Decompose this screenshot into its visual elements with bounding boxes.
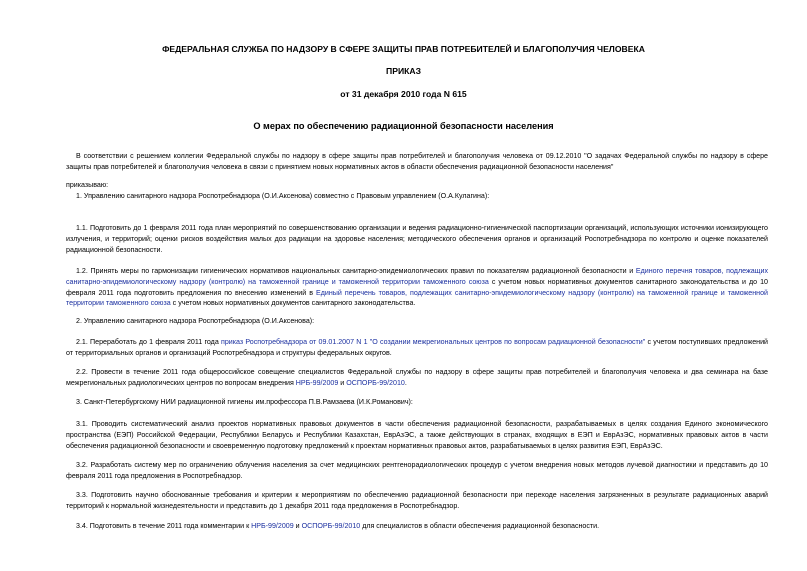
preamble-paragraph: В соответствии с решением коллегии Федеральной службы по надзору в сфере защиты прав потребителей и благополучия человека от 09.12.2010 "О задачах Федеральной службы по надзору в сфере защиты прав потребителей и благополучия человека в связи с принятием новых нормативных актов в области обеспечения радиационной безопасности населения" — [66, 152, 768, 171]
item-3-2: 3.2. Разработать систему мер по ограничению облучения населения за счет медицинских рентгенорадиологических процедур с учетом внедрения новых методов лучевой диагностики и представить до 10 февраля 2011 года предложения в Роспотребнадзор. — [66, 461, 768, 480]
item-3-1: 3.1. Проводить систематический анализ проектов нормативных правовых документов в части обеспечения радиационной безопасности, разрабатываемых в целях создания Единого экономического пространства (ЕЭП) Российской Федерации, Республики Беларусь и Республики Казахстан, ЕврАзЭС, а также действующих в странах, входящих в ЕЭП и ЕврАзЭС, нормативных правовых актов в части обеспечения радиационной безопасности и своевременную подготовку предложений к проектам нормативных правовых актов, разрабатываемых в целях развития ЕЭП, ЕврАзЭС. — [66, 420, 768, 450]
item-1-2-text-a: 1.2. Принять меры по гармонизации гигиенических нормативов национальных санитарно-эпидемиологических правил по показателям радиационной безопасности и — [76, 267, 636, 275]
osporb-link[interactable]: ОСПОРБ-99/2010 — [346, 378, 405, 387]
item-3-3: 3.3. Подготовить научно обоснованные требования и критерии к мероприятиям по обеспечению радиационной безопасности при переходе населения загрязненных в результате радиационных аварий территорий к нормальной жизнедеятельности и представить до 1 декабря 2011 года предложения в Роспотребнадзор. — [66, 491, 768, 510]
item-2-1 — [66, 337, 768, 359]
order-title: О мерах по обеспечению радиационной безопасности населения — [253, 121, 554, 131]
item-1-2-text-b: с учетом новых нормативных документов санитарного законодательства и до 10 февраля 2011 года подготовить предложения по внесению изменений в — [66, 277, 768, 297]
nrb-link[interactable]: НРБ-99/2009 — [295, 378, 339, 387]
item-2-2-text-c: . — [404, 378, 407, 387]
osporb-link-2[interactable]: ОСПОРБ-99/2010 — [301, 522, 361, 530]
unified-list-link-1[interactable]: Единого перечня товаров, подлежащих санитарно-эпидемиологическому надзору (контролю) на таможенной границе и таможенной территории таможенного союза — [66, 267, 768, 286]
unified-list-link-2[interactable]: Единый перечень товаров, подлежащих санитарно-эпидемиологическому надзору (контролю) на таможенной границе и таможенной территории таможенного союза — [66, 288, 768, 308]
item-2-2-text-b: и — [338, 378, 347, 387]
item-1-2-text-c: с учетом новых нормативных документов санитарного законодательства. — [170, 299, 416, 308]
order-word: приказываю: — [66, 181, 109, 189]
nrb-link-2[interactable]: НРБ-99/2009 — [251, 522, 294, 530]
item-2: 2. Управлению санитарного надзора Роспотребнадзора (О.И.Аксенова): — [76, 317, 315, 325]
item-3-4-text-a: 3.4. Подготовить в течение 2011 года комментарии к — [76, 522, 252, 530]
item-3-4-text-c: для специалистов в области обеспечения радиационной безопасности. — [360, 522, 600, 530]
agency-heading: ФЕДЕРАЛЬНАЯ СЛУЖБА ПО НАДЗОРУ В СФЕРЕ ЗАЩИТЫ ПРАВ ПОТРЕБИТЕЛЕЙ И БЛАГОПОЛУЧИЯ ЧЕЛОВЕКА — [162, 44, 645, 54]
order-2007-link[interactable]: приказ Роспотребнадзора от 09.01.2007 N 1 "О создании межрегиональных центров по вопросам радиационной безопасности" — [221, 338, 646, 346]
item-3-4-text-b: и — [293, 522, 302, 530]
doc-type-heading: ПРИКАЗ — [386, 66, 421, 76]
item-1: 1. Управлению санитарного надзора Роспотребнадзора (О.И.Аксенова) совместно с Правовым управлением (О.А.Кулагина): — [76, 192, 490, 200]
item-1-1: 1.1. Подготовить до 1 февраля 2011 года план мероприятий по совершенствованию организации и ведения радиационно-гигиенической паспортизации организаций, использующих источники ионизирующего излучения, и территорий; оценки рисков воздействия малых доз радиации на здоровье населения; методического обеспечения органов и организаций Роспотребнадзора по контролю и оценке показателей радиационной безопасности. — [66, 224, 768, 254]
date-number-heading: от 31 декабря 2010 года N 615 — [340, 89, 467, 99]
item-2-1-text-a: 2.1. Переработать до 1 февраля 2011 года — [76, 338, 221, 346]
item-1-2 — [66, 266, 768, 309]
item-3-4 — [66, 521, 768, 532]
item-2-1-text-b: с учетом поступивших предложений от территориальных органов и организаций Роспотребнадзора и структуры федеральных округов. — [66, 338, 768, 357]
item-3: 3. Санкт-Петербургскому НИИ радиационной гигиены им.профессора П.В.Рамзаева (И.К.Романович): — [76, 398, 413, 406]
item-2-2-text-a: 2.2. Провести в течение 2011 года общероссийское совещение специалистов Федеральной службы по надзору в сфере защиты прав потребителей и благополучия человека и два семинара на базе межрегиональных радиологических центров по вопросам внедрения — [66, 368, 768, 387]
item-2-2 — [66, 367, 768, 389]
